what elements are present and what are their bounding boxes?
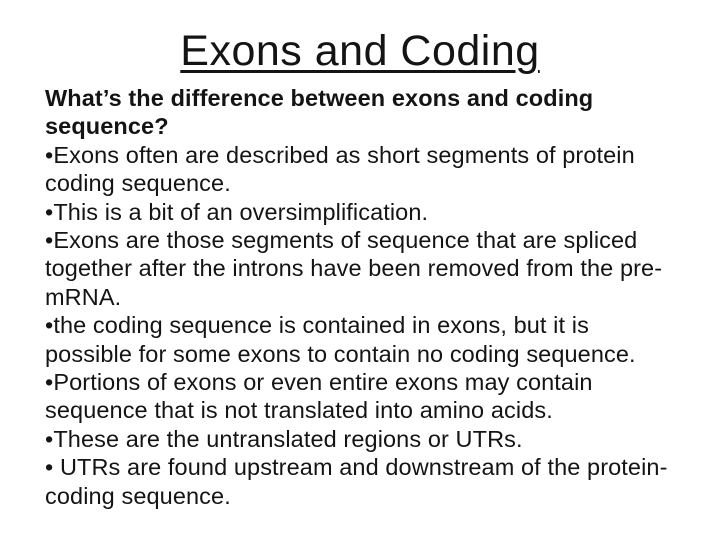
bullet-item <box>45 226 702 311</box>
bullet-line: • UTRs are found upstream and downstream of the protein- <box>45 454 668 481</box>
bullet-line: •Exons often are described as short segments of protein <box>45 141 635 168</box>
bullet-item <box>45 198 702 226</box>
bullet-item <box>45 425 702 453</box>
bullet-line: •This is a bit of an oversimplification. <box>45 198 429 225</box>
bullet-item <box>45 368 702 425</box>
question-line: What’s the difference between exons and coding <box>45 85 594 111</box>
bullet-line: sequence that is not translated into amino acids. <box>45 397 553 424</box>
question-line: sequence? <box>45 113 169 140</box>
bullet-line: coding sequence. <box>45 170 231 197</box>
slide-body <box>45 84 702 510</box>
bullet-line: •the coding sequence is contained in exons, but it is <box>45 312 589 339</box>
bullet-line: •Exons are those segments of sequence that are spliced <box>45 227 638 254</box>
bullet-line: coding sequence. <box>45 482 231 509</box>
bullet-item <box>45 311 702 368</box>
bullet-line: •These are the untranslated regions or UTRs. <box>45 425 523 452</box>
question-paragraph <box>45 84 702 141</box>
bullet-line: possible for some exons to contain no coding sequence. <box>45 340 636 367</box>
bullet-line: mRNA. <box>45 283 122 310</box>
bullet-item <box>45 141 702 198</box>
bullet-line: •Portions of exons or even entire exons may contain <box>45 369 593 396</box>
bullet-line: together after the introns have been removed from the pre- <box>45 255 663 282</box>
slide-title: Exons and Coding <box>180 27 540 75</box>
bullet-item <box>45 453 702 510</box>
